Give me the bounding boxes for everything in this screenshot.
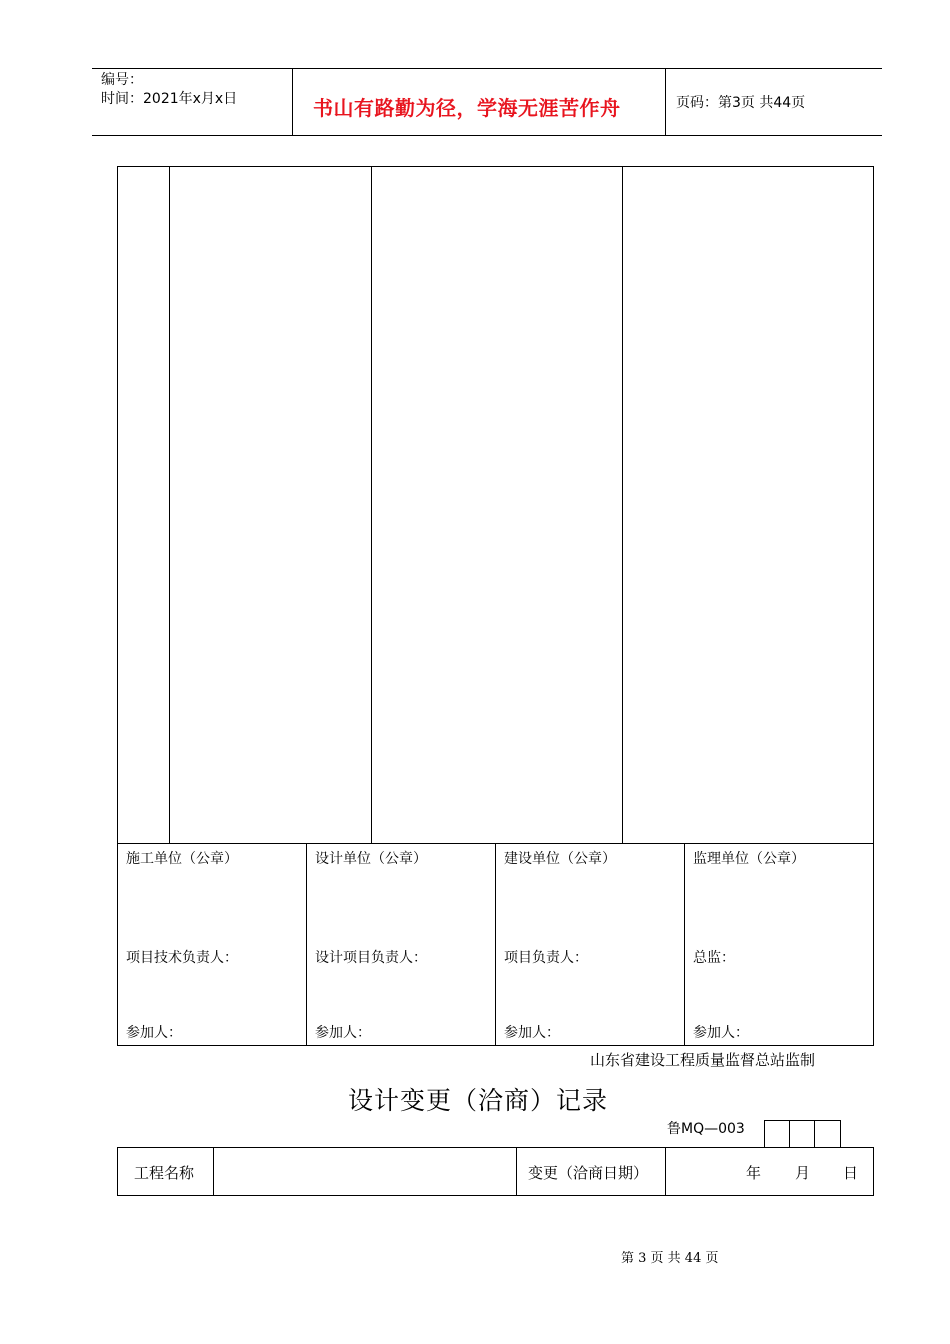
form-title: 设计变更（洽商）记录 [348,1086,609,1115]
responsible-person-label: 总监： [693,950,735,966]
form-code: 鲁MQ—003 [667,1121,745,1137]
number-label: 编号： [101,72,143,88]
upper-table-col-1 [169,166,170,843]
date-day-label: 日 [843,1164,859,1182]
unit-seal-label: 施工单位（公章） [126,851,238,867]
project-name-field[interactable] [218,1152,510,1192]
signature-col-2 [495,843,496,1046]
unit-seal-label: 建设单位（公章） [504,851,616,867]
date-month-label: 月 [795,1164,811,1182]
header-divider-left [292,68,293,136]
issuer-note: 山东省建设工程质量监督总站监制 [590,1051,816,1069]
project-name-label: 工程名称 [134,1164,195,1182]
participant-label: 参加人： [315,1025,371,1041]
project-row-col-1 [213,1147,214,1196]
responsible-person-label: 项目负责人： [504,950,588,966]
header-bottom-rule [92,135,882,136]
form-number-boxes[interactable] [764,1120,841,1148]
participant-label: 参加人： [693,1025,749,1041]
page-label: 页码：第3页 共44页 [676,95,806,111]
upper-table-col-2 [371,166,372,843]
participant-label: 参加人： [126,1025,182,1041]
header-divider-right [665,68,666,136]
project-row-col-3 [665,1147,666,1196]
page-footer: 第 3 页 共 44 页 [621,1251,719,1266]
form-number-box-divider-2 [814,1120,815,1148]
unit-seal-label: 监理单位（公章） [693,851,805,867]
responsible-person-label: 项目技术负责人： [126,950,238,966]
participant-label: 参加人： [504,1025,560,1041]
date-year-label: 年 [746,1164,762,1182]
time-label: 时间：2021年x月x日 [101,91,238,107]
motto: 书山有路勤为径，学海无涯苦作舟 [313,96,621,120]
signature-col-1 [306,843,307,1046]
upper-table-col-3 [622,166,623,843]
project-row-col-2 [516,1147,517,1196]
responsible-person-label: 设计项目负责人： [315,950,427,966]
unit-seal-label: 设计单位（公章） [315,851,427,867]
signature-col-3 [684,843,685,1046]
change-date-label: 变更（洽商日期） [528,1164,649,1182]
form-number-box-divider-1 [789,1120,790,1148]
header-top-rule [92,68,882,69]
